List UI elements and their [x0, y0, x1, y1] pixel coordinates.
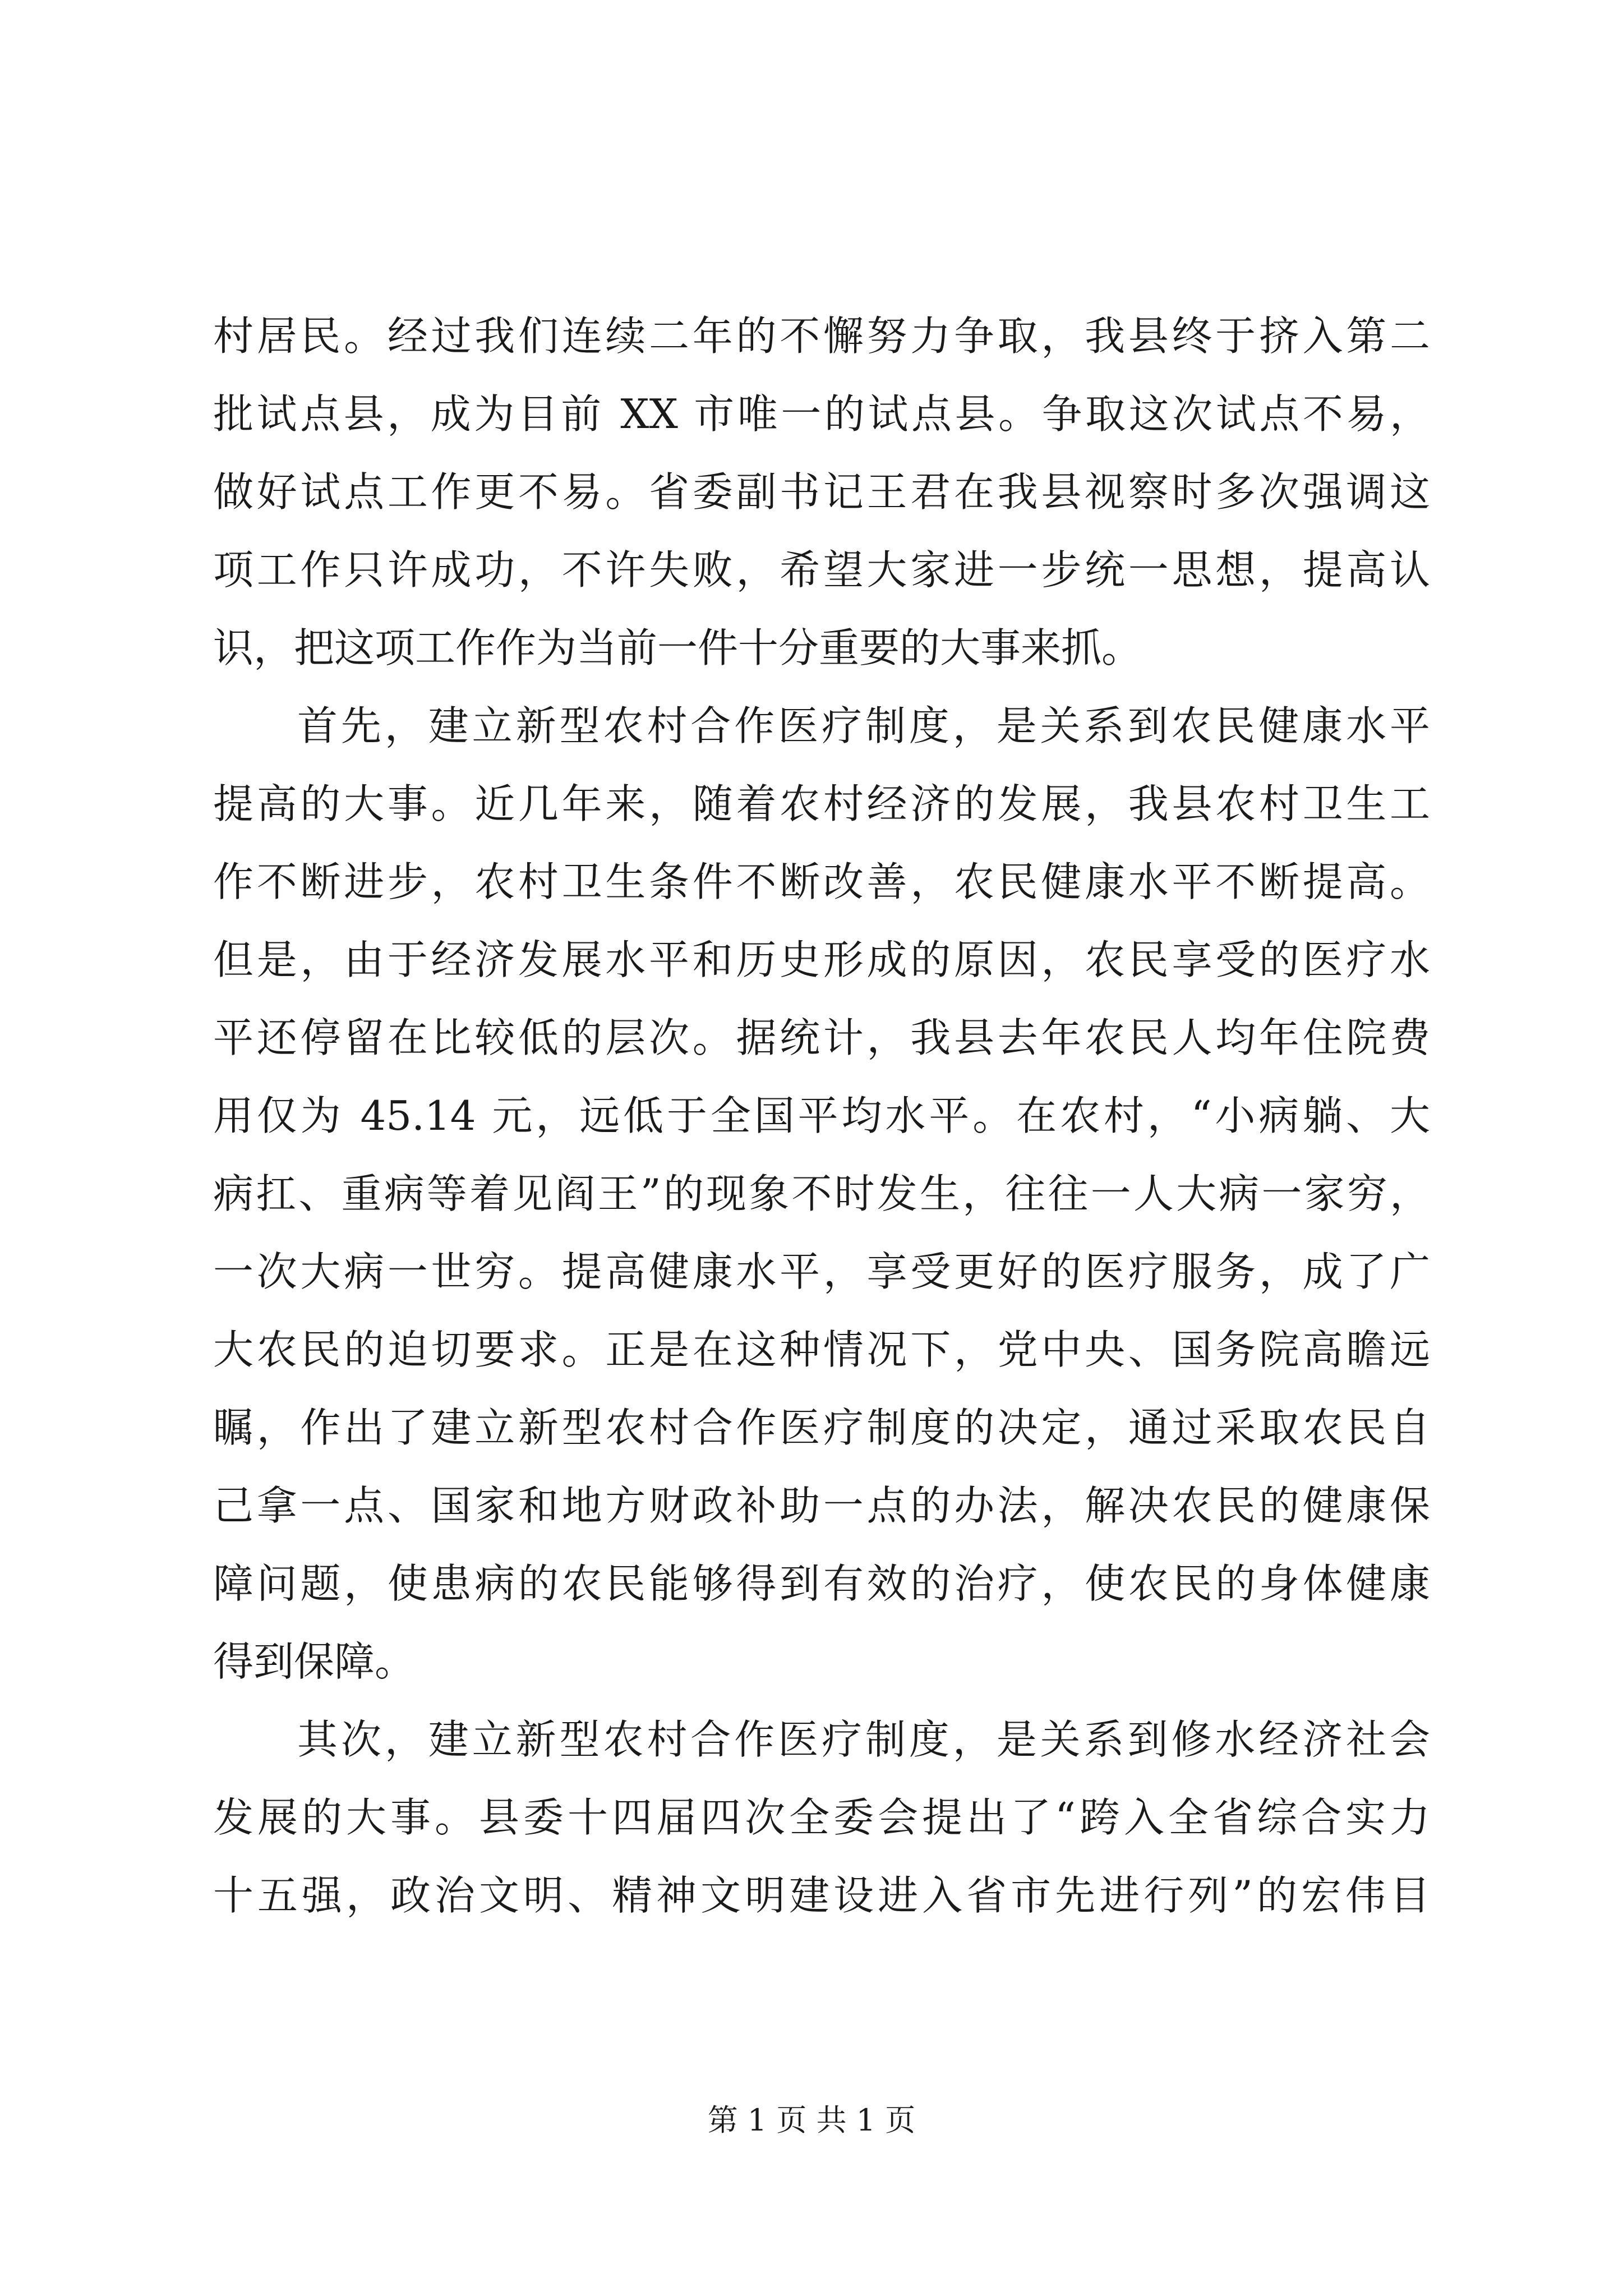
text-line: 十五强，政治文明、精神文明建设进入省市先进行列”的宏伟目 [213, 1872, 1430, 1919]
text-line: 平还停留在比较低的层次。据统计，我县去年农民人均年住院费 [213, 1014, 1430, 1061]
text-line: 大农民的迫切要求。正是在这种情况下，党中央、国务院高瞻远 [213, 1326, 1430, 1373]
text-line: 村居民。经过我们连续二年的不懈努力争取，我县终于挤入第二 [213, 312, 1430, 360]
text-line: 障问题，使患病的农民能够得到有效的治疗，使农民的身体健康 [213, 1560, 1430, 1607]
text-line: 发展的大事。县委十四届四次全委会提出了“跨入全省综合实力 [213, 1794, 1430, 1841]
text-line: 批试点县，成为目前 XX 市唯一的试点县。争取这次试点不易， [213, 390, 1430, 438]
page-footer: 第 1 页 共 1 页 [707, 2102, 916, 2138]
paragraph-first-line: 首先，建立新型农村合作医疗制度，是关系到农民健康水平 [297, 702, 1430, 749]
text-line: 但是，由于经济发展水平和历史形成的原因，农民享受的医疗水 [213, 936, 1430, 983]
text-line: 瞩，作出了建立新型农村合作医疗制度的决定，通过采取农民自 [213, 1404, 1430, 1451]
document-body [213, 297, 1430, 1935]
text-line: 提高的大事。近几年来，随着农村经济的发展，我县农村卫生工 [213, 780, 1430, 827]
text-line: 得到保障。 [213, 1638, 416, 1685]
text-line: 一次大病一世穷。提高健康水平，享受更好的医疗服务，成了广 [213, 1248, 1430, 1295]
paragraph-first-line: 其次，建立新型农村合作医疗制度，是关系到修水经济社会 [297, 1716, 1430, 1763]
text-line: 用仅为 45.14 元，远低于全国平均水平。在农村，“小病躺、大 [213, 1092, 1430, 1139]
text-line: 己拿一点、国家和地方财政补助一点的办法，解决农民的健康保 [213, 1482, 1430, 1529]
text-line: 作不断进步，农村卫生条件不断改善，农民健康水平不断提高。 [213, 858, 1430, 905]
text-line: 项工作只许成功，不许失败，希望大家进一步统一思想，提高认 [213, 546, 1430, 593]
text-line: 病扛、重病等着见阎王”的现象不时发生，往往一人大病一家穷， [213, 1170, 1430, 1217]
text-line: 做好试点工作更不易。省委副书记王君在我县视察时多次强调这 [213, 468, 1430, 516]
text-line: 识，把这项工作作为当前一件十分重要的大事来抓。 [213, 624, 1142, 671]
